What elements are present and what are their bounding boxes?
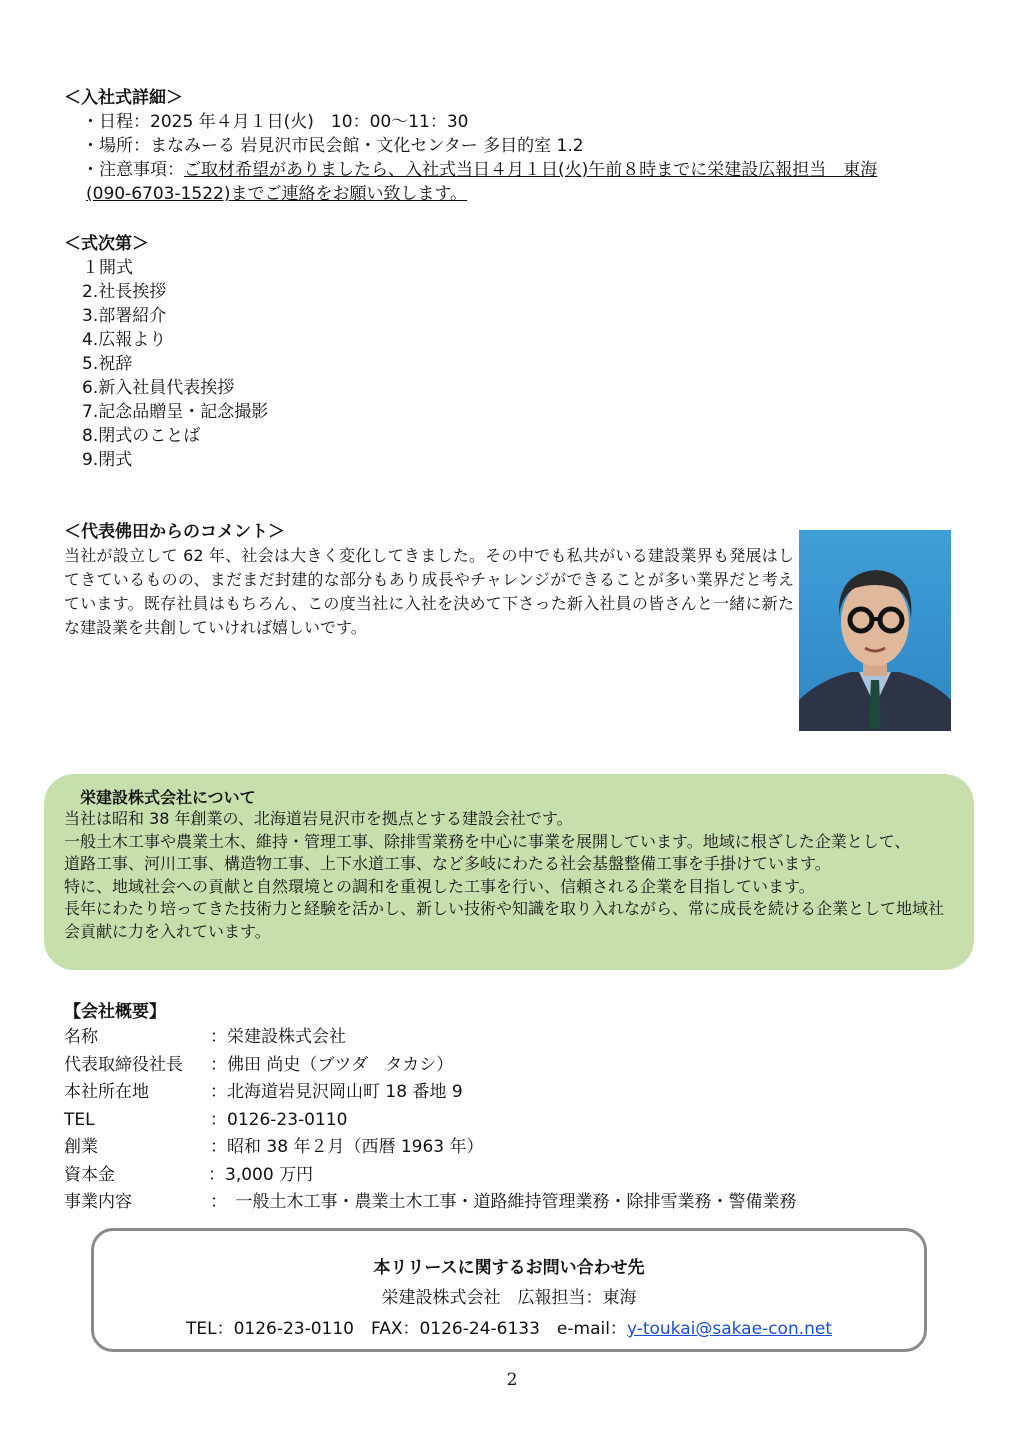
about-line: 特に、地域社会への貢献と自然環境との調和を重視した工事を行い、信頼される企業を目指しています。 (64, 876, 815, 896)
profile-row (64, 1079, 797, 1107)
notice-text-2: (090-6703-1522)までご連絡をお願い致します。 (86, 184, 468, 204)
program-section (64, 232, 268, 472)
profile-row (64, 1134, 797, 1162)
profile-value: ：昭和 38 年２月（西暦 1963 年） (210, 1137, 484, 1157)
profile-value: ：佛田 尚史（ブツダ タカシ） (210, 1054, 454, 1075)
about-line: 長年にわたり培ってきた技術力と経験を活かし、新しい技術や知識を取り入れながら、常に成長を続ける企業として地域社 (64, 899, 945, 918)
profile-value: ：北海道岩見沢岡山町 18 番地 9 (210, 1082, 463, 1102)
ceo-portrait-photo (799, 530, 951, 731)
program-item: 8.閉式のことば (82, 426, 201, 446)
contact-title: 本リリースに関するお問い合わせ先 (373, 1258, 645, 1278)
ceremony-section (64, 86, 924, 206)
profile-label: 代表取締役社長 (64, 1054, 183, 1075)
profile-row (64, 1189, 797, 1217)
ceremony-date: ・日程：2025 年４月１日(火) 10：00～11：30 (82, 112, 469, 132)
contact-details (94, 1314, 924, 1339)
ceremony-heading: ＜入社式詳細＞ (64, 88, 183, 108)
profile-label: 事業内容 (64, 1192, 132, 1212)
profile-value: ：0126-23-0110 (210, 1109, 348, 1130)
contact-phones: TEL：0126-23-0110 FAX：0126-24-6133 e-mail： (185, 1319, 627, 1339)
program-item: 5.祝辞 (82, 354, 133, 374)
profile-value: ： 一般土木工事・農業土木工事・道路維持管理業務・除排雪業務・警備業務 (210, 1192, 797, 1212)
program-item: １開式 (82, 258, 133, 278)
contact-box (91, 1228, 927, 1352)
about-company-box (44, 774, 974, 970)
comment-heading: ＜代表佛田からのコメント＞ (64, 522, 285, 542)
about-line: 当社は昭和 38 年創業の、北海道岩見沢市を拠点とする建設会社です。 (64, 809, 573, 828)
comment-text: 当社が設立して 62 年、社会は大きく変化してきました。その中でも私共がいる建設業界も発展はしてきているものの、まだまだ封建的な部分もあり成長やチャレンジができることが多い業界だと考えています。既存社員はもちろん、この度当社に入社を決めて下さった新入社員の皆さんと一緒に新たな建設業を共創していければ嬉しいです。 (64, 546, 794, 637)
contact-email-link[interactable]: y-toukai@sakae-con.net (626, 1319, 833, 1339)
profile-label: TEL (64, 1109, 95, 1130)
profile-label: 創業 (64, 1137, 98, 1157)
profile-label: 名称 (64, 1027, 98, 1047)
profile-row (64, 1024, 797, 1052)
profile-value: ：3,000 万円 (208, 1164, 314, 1185)
company-profile-section (64, 1000, 797, 1217)
about-line: 会貢献に力を入れています。 (64, 921, 271, 941)
profile-row (64, 1052, 797, 1080)
contact-company: 栄建設株式会社 広報担当：東海 (381, 1288, 637, 1308)
program-item: 9.閉式 (82, 450, 133, 470)
profile-heading: 【会社概要】 (64, 1002, 166, 1022)
program-heading: ＜式次第＞ (64, 234, 149, 254)
page-number: 2 (506, 1370, 518, 1390)
profile-label: 本社所在地 (64, 1082, 149, 1102)
about-title: 栄建設株式会社について (80, 788, 256, 807)
profile-row (64, 1162, 797, 1190)
ceremony-place: ・場所：まなみーる 岩見沢市民会館・文化センター 多目的室 1.2 (82, 136, 584, 156)
notice-text-1: ご取材希望がありましたら、入社式当日４月１日(火)午前８時までに栄建設広報担当 東海 (184, 160, 878, 180)
notice-label: ・注意事項： (82, 160, 184, 180)
profile-label: 資本金 (64, 1164, 115, 1185)
ceo-comment-section (64, 520, 794, 640)
program-item: 7.記念品贈呈・記念撮影 (82, 402, 269, 422)
about-line: 道路工事、河川工事、構造物工事、上下水道工事、など多岐にわたる社会基盤整備工事を手掛けています。 (64, 854, 831, 873)
program-item: 4.広報より (82, 330, 167, 350)
profile-row (64, 1107, 797, 1135)
ceremony-notice (64, 158, 924, 182)
profile-value: ：栄建設株式会社 (210, 1027, 346, 1047)
program-item: 2.社長挨拶 (82, 282, 167, 302)
about-body (64, 808, 964, 943)
program-item: 3.部署紹介 (82, 306, 167, 326)
about-line: 一般土木工事や農業土木、維持・管理工事、除排雪業務を中心に事業を展開しています。地域に根ざした企業として、 (64, 831, 911, 851)
ceremony-notice-cont (64, 182, 924, 206)
program-item: 6.新入社員代表挨拶 (82, 378, 235, 398)
